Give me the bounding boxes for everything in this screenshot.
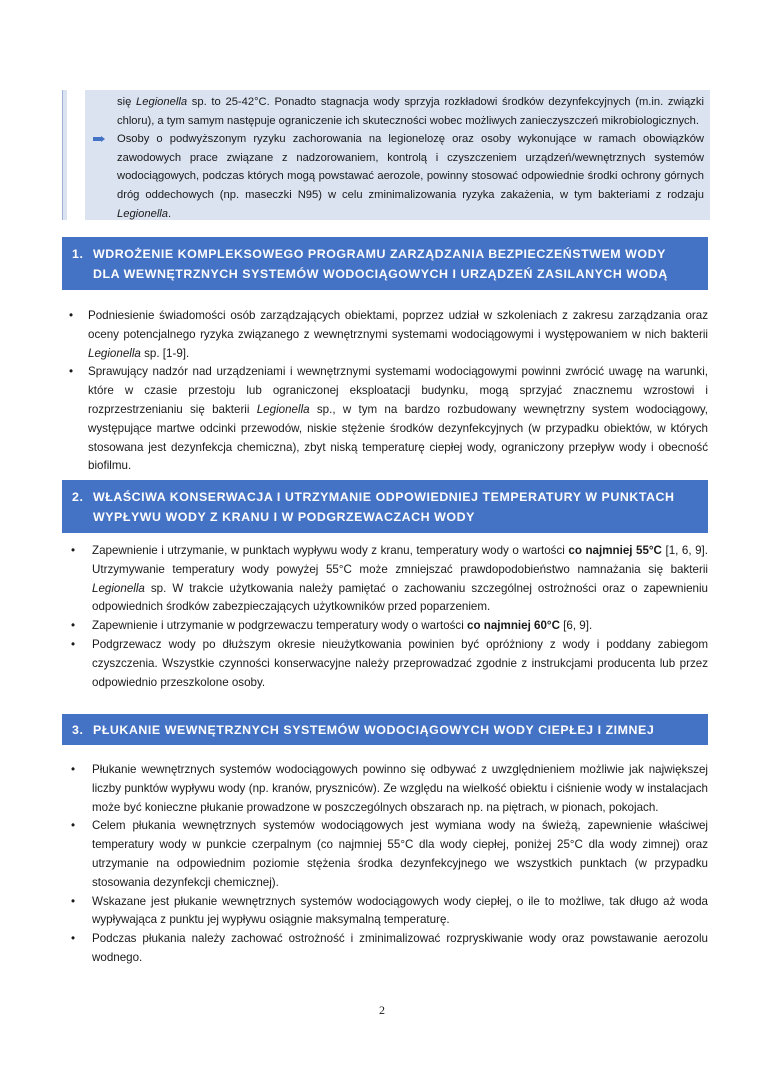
section-number: 2. <box>72 490 84 504</box>
section-number: 1. <box>72 247 84 261</box>
list-item <box>62 636 708 692</box>
note-box-stripe <box>67 90 85 220</box>
text-run: Wskazane jest płukanie wewnętrznych systemów wodociągowych wody ciepłej, o ile to możliwe, tak długo aż woda wypływająca z punktu jej wypływu osiągnie maksymalną temperaturę. <box>92 894 708 927</box>
text-run: Podczas płukania należy zachować ostrożność i zminimalizować rozpryskiwanie wody oraz powstawanie aerozolu wodnego. <box>92 932 708 964</box>
bullet-icon: • <box>71 619 76 633</box>
text-run: Podgrzewacz wody po dłuższym okresie nieużytkowania powinien być opróżniony z wody i poddany zabiegom czyszczenia. Wszystkie czynności konserwacyjne należy przeprowadzać zgodnie z instrukcjami producenta lub przez odpowiednio przeszkolone osoby. <box>92 637 708 689</box>
bullet-icon: • <box>71 819 76 833</box>
text-run: Zapewnienie i utrzymanie w podgrzewaczu temperatury wody o wartości <box>92 619 468 633</box>
italic-text: Legionella <box>136 96 188 108</box>
bullet-icon: • <box>71 544 76 557</box>
list-item <box>62 307 708 363</box>
note-box-text <box>91 93 704 223</box>
arrow-bullet-icon <box>93 136 105 142</box>
section-number: 3. <box>72 723 84 737</box>
italic-text: Legionella <box>256 402 310 416</box>
text-run: sp. [1-9]. <box>140 346 190 360</box>
list-item <box>62 893 708 931</box>
section-3-header <box>62 714 708 745</box>
list-item <box>62 363 708 476</box>
text-run: Celem płukania wewnętrznych systemów wodociągowych jest wymiana wody na świeżą, zapewnienie właściwej temperatury wody w punkcie czerpalnym (co najmniej 55°C dla wody ciepłej, poniżej 25°C dla wody zimnej) oraz utrzymanie na odpowiednim poziomie stężenia środka dezynfekcyjnego we wszystkich punktach (w przypadku stosowania dezynfekcji chemicznej). <box>92 819 708 889</box>
bold-text: co najmniej 55°C <box>568 544 662 557</box>
section-title-line2: DLA WEWNĘTRZNYCH SYSTEMÓW WODOCIĄGOWYCH I URZĄDZEŃ ZASILANYCH WODĄ <box>93 267 668 281</box>
bullet-icon: • <box>71 894 76 908</box>
text-run: [1, 6, 9]. Utrzymywanie temperatury wody powyżej 55°C może zmniejszać prawdopodobieństwo namnażania się bakterii <box>92 544 708 576</box>
section-3-list <box>62 761 708 968</box>
bullet-icon: • <box>71 637 76 651</box>
section-1-list <box>62 307 708 476</box>
text-run: Osoby o podwyższonym ryzyku zachorowania na legionelozę oraz osoby wykonujące w ramach obowiązków zawodowych prace związane z nadzorowaniem, kontrolą i czyszczeniem urządzeń/wewnętrznych systemów wodociągowych, podczas których mogą powstawać aerozole, powinny stosować odpowiednie środki ochrony górnych dróg oddechowych (np. maseczki N95) w celu zminimalizowania ryzyka zakażenia, w tym bakteriami z rodzaju <box>117 133 704 201</box>
text-run: Zapewnienie i utrzymanie, w punktach wypływu wody z kranu, temperatury wody o wartości <box>92 544 569 557</box>
text-run: [6, 9]. <box>559 619 593 633</box>
text-run: sp. W trakcie użytkowania należy pamiętać o zachowaniu szczególnej ostrożności oraz o zapewnieniu odpowiednich środków zabezpieczających użytkowników przed poparzeniem. <box>92 581 708 614</box>
text-run: Podniesienie świadomości osób zarządzających obiektami, poprzez udział w szkoleniach z zakresu zarządzania oraz oceny potencjalnego ryzyka związanego z wewnętrznymi systemami wodociągowymi i występowaniem w nich bakterii <box>88 309 708 341</box>
bullet-icon: • <box>69 309 74 322</box>
text-run: . <box>168 207 172 220</box>
section-title-line1: PŁUKANIE WEWNĘTRZNYCH SYSTEMÓW WODOCIĄGOWYCH WODY CIEPŁEJ I ZIMNEJ <box>93 723 655 737</box>
section-2-list <box>62 542 708 692</box>
section-title-line1: WDROŻENIE KOMPLEKSOWEGO PROGRAMU ZARZĄDZANIA BEZPIECZEŃSTWEM WODY <box>93 247 666 261</box>
section-1-header <box>62 237 708 290</box>
text-run: sp., w tym na bardzo rozbudowany wewnętrzny system wodociągowy, występujące martwe odcinki przewodów, niskie stężenie środków dezynfekcyjnych (w przypadku obiektów, w których stosowana jest dezynfekcja chemiczna), zbyt niską temperaturę ciepłej wody, ograniczony przepływ wody i obecność biofilmu. <box>88 402 708 473</box>
text-run: sp. to 25-42°C. Ponadto stagnacja wody sprzyja rozkładowi środków dezynfekcyjnych (m.in. związki chloru), a tym samym następuje ograniczenie ich skuteczności wobec możliwych zanieczyszczeń mikrobiologicznych. <box>117 96 704 127</box>
text-run: się <box>117 96 137 108</box>
bullet-icon: • <box>71 932 76 946</box>
section-title-line1: WŁAŚCIWA KONSERWACJA I UTRZYMANIE ODPOWIEDNIEJ TEMPERATURY W PUNKTACH <box>93 490 675 504</box>
section-title-line2: WYPŁYWU WODY Z KRANU I W PODGRZEWACZACH WODY <box>93 510 475 524</box>
list-item <box>62 617 708 636</box>
italic-text: Legionella <box>92 581 145 595</box>
bullet-icon: • <box>69 365 74 379</box>
bold-text: co najmniej 60°C <box>467 619 560 633</box>
note-box <box>62 90 710 220</box>
note-item-continuation <box>91 93 704 130</box>
italic-text: Legionella <box>117 207 169 220</box>
list-item <box>62 930 708 968</box>
text-run: Sprawujący nadzór nad urządzeniami i wewnętrznymi systemami wodociągowymi powinni zwrócić uwagę na warunki, które w czasie przestoju lub ograniczonej eksploatacji budynku, mogą sprzyjać znacznemu wzrostowi i rozprzestrzenianiu się bakterii <box>88 365 708 416</box>
list-item <box>62 761 708 817</box>
list-item <box>62 817 708 892</box>
text-run: Płukanie wewnętrznych systemów wodociągowych powinno się odbywać z uwzględnieniem możliwie jak największej liczby punktów wypływu wody (np. kranów, pryszniców). Ze względu na wielkość obiektu i ciśnienie wody w instalacjach może być konieczne płukanie prowadzone w poszczególnych obszarach np. na piętrach, w pionach, pokojach. <box>92 763 708 814</box>
note-item <box>91 130 704 223</box>
list-item <box>62 542 708 617</box>
bullet-icon: • <box>71 763 76 776</box>
section-2-header <box>62 480 708 533</box>
page-number: 2 <box>379 1003 385 1017</box>
italic-text: Legionella <box>88 346 141 360</box>
